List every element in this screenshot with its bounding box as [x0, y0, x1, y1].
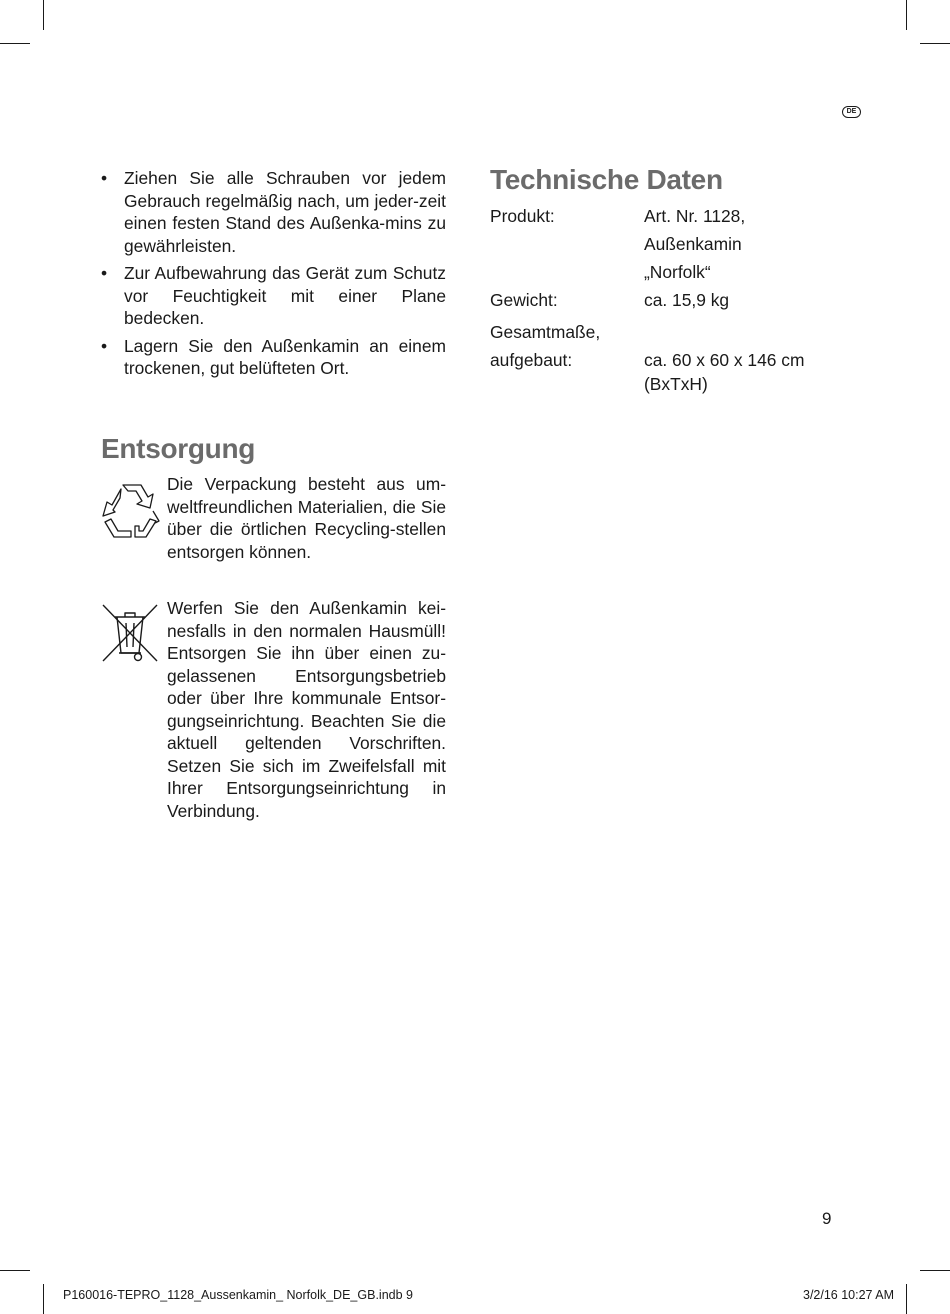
tech-label [490, 374, 644, 394]
tech-label: Gewicht: [490, 290, 558, 310]
crop-mark-bottom-left-v [43, 1284, 44, 1314]
tech-value: „Norfolk“ [644, 262, 711, 282]
footer-timestamp: 3/2/16 10:27 AM [803, 1288, 895, 1302]
crossed-out-bin-icon [101, 603, 159, 665]
table-row [490, 314, 804, 346]
packaging-disposal-text: Die Verpackung besteht aus um-weltfreundlichen Materialien, die Sie über die örtlichen Recycling-stellen entsorgen können. [167, 474, 446, 562]
technical-data-table [490, 202, 804, 394]
crop-mark-bottom-right-h [920, 1270, 950, 1271]
footer-file-info: P160016-TEPRO_1128_Aussenkamin_ Norfolk_DE_GB.indb 9 [63, 1288, 413, 1302]
tech-label [490, 230, 644, 258]
table-row [490, 346, 804, 374]
care-bullet-item: • Zur Aufbewahrung das Gerät zum Schutz vor Feuchtigkeit mit einer Plane bedecken. [101, 262, 446, 330]
tech-value: (BxTxH) [644, 374, 708, 394]
care-bullet-item: • Ziehen Sie alle Schrauben vor jedem Gebrauch regelmäßig nach, um jeder-zeit einen festen Stand des Außenka-mins zu gewährleisten. [101, 167, 446, 257]
tech-value [644, 314, 804, 346]
tech-value: ca. 60 x 60 x 146 cm [644, 350, 805, 370]
device-disposal [101, 597, 446, 827]
disposal-heading: Entsorgung [101, 433, 256, 464]
care-bullet-item: • Lagern Sie den Außenkamin an einem trockenen, gut belüfteten Ort. [101, 335, 446, 380]
tech-label: Gesamtmaße, [490, 322, 601, 342]
technical-data-heading: Technische Daten [490, 164, 723, 195]
language-badge: DE [842, 106, 861, 118]
tech-value: Art. Nr. 1128, [644, 206, 746, 226]
device-disposal-text: Werfen Sie den Außenkamin kei-nesfalls in den normalen Hausmüll! Entsorgen Sie ihn über einen zu-gelassenen Entsorgungsbetrieb oder über Ihre kommunale Entsor-gungseinrichtung. Beachten Sie die aktuell geltenden Vorschriften. Setzen Sie sich im Zweifelsfall mit Ihrer Entsorgungseinrichtung in Verbindung. [167, 598, 446, 821]
recycling-icon [101, 479, 163, 541]
tech-value: ca. 15,9 kg [644, 290, 730, 310]
crop-mark-top-left-v [43, 0, 44, 30]
technical-data-section [490, 164, 850, 394]
tech-label: Produkt: [490, 206, 555, 226]
table-row [490, 202, 804, 230]
page-number: 9 [822, 1209, 832, 1228]
crop-mark-top-right-v [906, 0, 907, 30]
packaging-disposal [101, 473, 446, 563]
crop-mark-top-right-h [920, 43, 950, 44]
table-row [490, 230, 804, 258]
care-instructions [101, 167, 446, 385]
care-bullet-list [101, 167, 446, 380]
table-row [490, 286, 804, 314]
table-row [490, 258, 804, 286]
tech-label: aufgebaut: [490, 350, 573, 370]
table-row [490, 374, 804, 394]
crop-mark-top-left-h [0, 43, 30, 44]
crop-mark-bottom-left-h [0, 1270, 30, 1271]
tech-label [490, 258, 644, 286]
disposal-section [101, 433, 446, 821]
tech-value: Außenkamin [644, 234, 742, 254]
crop-mark-bottom-right-v [906, 1284, 907, 1314]
